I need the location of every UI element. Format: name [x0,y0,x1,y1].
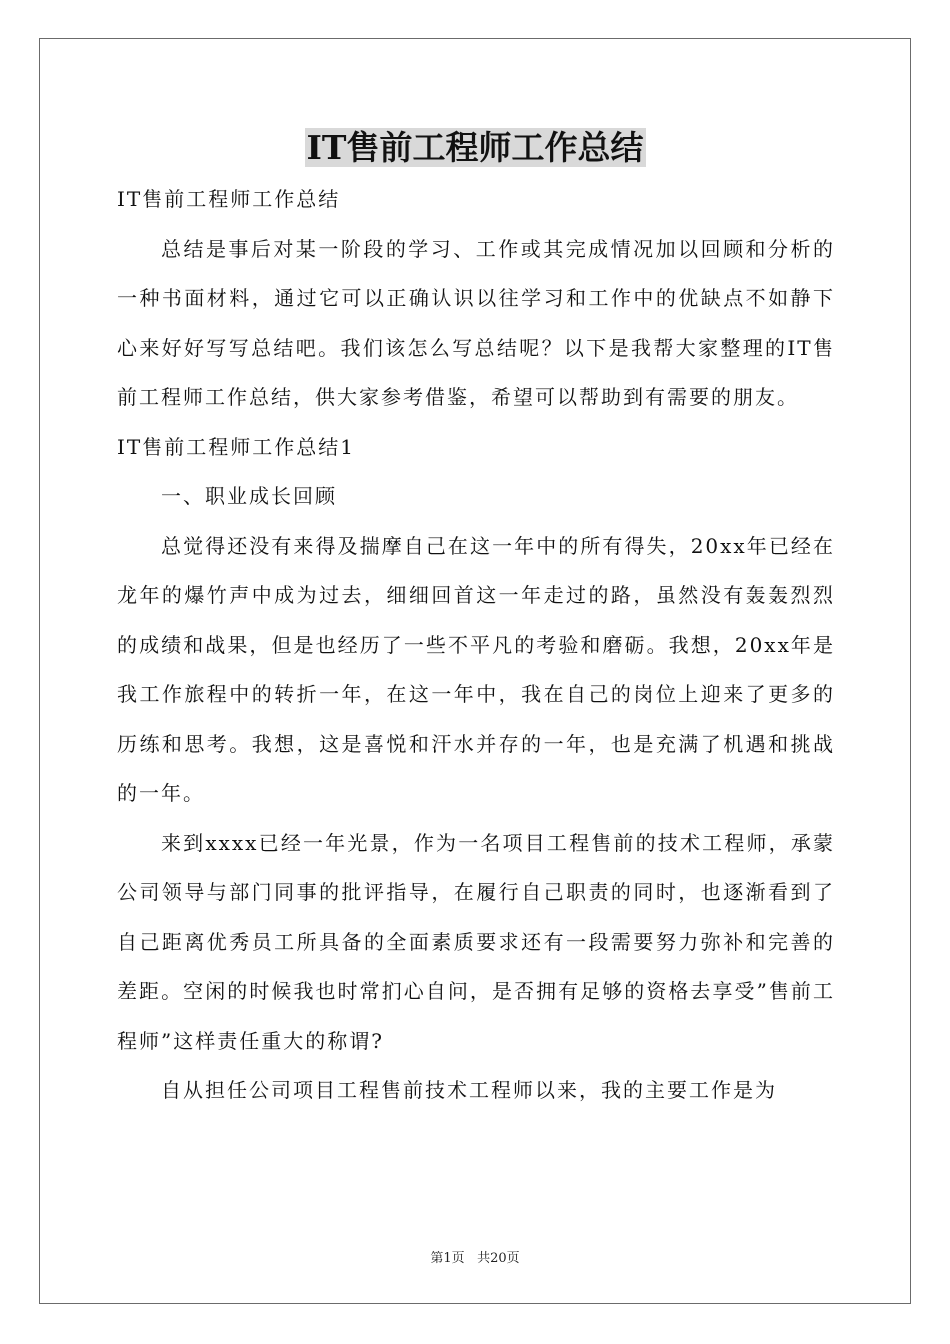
page-total: 共20页 [477,1251,520,1266]
document-title [0,127,950,169]
document-body [117,175,835,1116]
page-footer [0,1247,950,1266]
paragraph-subtitle: IT售前工程师工作总结 [117,187,341,211]
document-title-text: IT售前工程师工作总结 [306,128,644,167]
page-number: 第1页 [430,1251,465,1266]
paragraph-review: 总觉得还没有来得及揣摩自己在这一年中的所有得失，20xx年已经在龙年的爆竹声中成为过去，细细回首这一年走过的路，虽然没有轰轰烈烈的成绩和战果，但是也经历了一些不平凡的考验和磨砺。我想，20xx年是我工作旅程中的转折一年，在这一年中，我在自己的岗位上迎来了更多的历练和思考。我想，这是喜悦和汗水并存的一年，也是充满了机遇和挑战的一年。 [117,533,835,805]
section-heading: IT售前工程师工作总结1 [117,434,355,459]
paragraph-duties: 自从担任公司项目工程售前技术工程师以来，我的主要工作是为 [161,1078,777,1102]
paragraph-one-year: 来到xxxx已经一年光景，作为一名项目工程售前的技术工程师，承蒙公司领导与部门同事的批评指导，在履行自己职责的同时，也逐渐看到了自己距离优秀员工所具备的全面素质要求还有一段需要努力弥补和完善的差距。空闲的时候我也时常扪心自问，是否拥有足够的资格去享受”售前工程师”这样责任重大的称谓? [117,830,835,1053]
paragraph-intro: 总结是事后对某一阶段的学习、工作或其完成情况加以回顾和分析的一种书面材料，通过它可以正确认识以往学习和工作中的优缺点不如静下心来好好写写总结吧。我们该怎么写总结呢？以下是我帮大家整理的IT售前工程师工作总结，供大家参考借鉴，希望可以帮助到有需要的朋友。 [117,236,835,409]
subsection-heading: 一、职业成长回顾 [161,484,337,508]
